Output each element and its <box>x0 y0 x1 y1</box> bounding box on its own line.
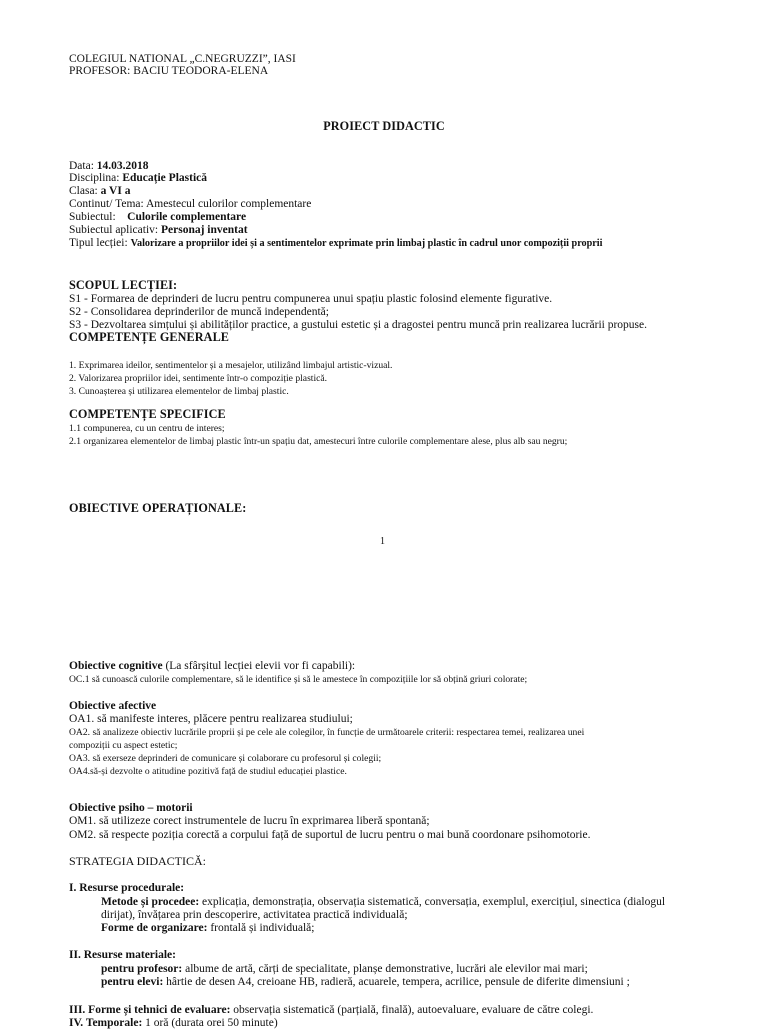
specific-competence-item: 2.1 organizarea elementelor de limbaj plastic într-un spațiu dat, amestecuri între culorile complementare alese, plus alb sau negru; <box>69 436 568 447</box>
evaluation-line: III. Forme și tehnici de evaluare: observația sistematică (parțială, finală), autoevaluare, evaluare de către colegi. <box>69 1004 594 1016</box>
teacher-name: PROFESOR: BACIU TEODORA-ELENA <box>69 65 269 77</box>
material-resources-heading: II. Resurse materiale: <box>69 949 176 961</box>
info-applied-subject: Subiectul aplicativ: Personaj inventat <box>69 224 248 236</box>
document-title: PROIECT DIDACTIC <box>323 119 445 133</box>
affective-objectives-heading: Obiective afective <box>69 700 157 712</box>
section-title-general-competences: COMPETENȚE GENERALE <box>69 330 230 344</box>
affective-objective-item: OA4.să-și dezvolte o atitudine pozitivă față de studiul educației plastice. <box>69 766 347 777</box>
general-competence-item: 1. Exprimarea ideilor, sentimentelor și a mesajelor, utilizând limbajul artistic-vizual. <box>69 360 393 371</box>
psychomotor-objective-item: OM2. să respecte poziția corectă a corpului față de suportul de lucru pentru o mai bună coordonare psihomotorie. <box>69 829 591 841</box>
scope-item: S2 - Consolidarea deprinderilor de muncă independentă; <box>69 306 329 318</box>
info-discipline: Disciplina: Educație Plastică <box>69 172 207 184</box>
info-date: Data: 14.03.2018 <box>69 160 149 172</box>
psychomotor-objectives-heading: Obiective psiho – motorii <box>69 802 193 814</box>
page-number: 1 <box>380 536 385 547</box>
info-lesson-type: Tipul lecției: Valorizare a propriilor idei și a sentimentelor exprimate prin limbaj plastic în cadrul unor compoziții proprii <box>69 237 603 249</box>
info-theme: Continut/ Tema: Amestecul culorilor complementare <box>69 198 312 210</box>
time-line: IV. Temporale: 1 oră (durata orei 50 minute) <box>69 1017 278 1029</box>
info-class: Clasa: a VI a <box>69 185 131 197</box>
affective-objective-item: OA3. să exerseze deprinderi de comunicare și colaborare cu profesorul și colegii; <box>69 753 382 764</box>
section-title-scope: SCOPUL LECȚIEI: <box>69 278 178 292</box>
teacher-materials-line: pentru profesor: albume de artă, cărți de specialitate, planșe demonstrative, lucrări ale elevilor mai mari; <box>101 963 588 975</box>
student-materials-line: pentru elevi: hârtie de desen A4, creioane HB, radieră, acuarele, tempera, acrilice, pensule de diferite dimensiuni ; <box>101 976 630 988</box>
affective-objective-item: OA1. să manifeste interes, plăcere pentru realizarea studiului; <box>69 713 353 725</box>
general-competence-item: 2. Valorizarea propriilor idei, sentimente într-o compoziție plastică. <box>69 373 328 384</box>
section-title-specific-competences: COMPETENȚE SPECIFICE <box>69 407 226 421</box>
scope-item: S3 - Dezvoltarea simțului și abilităților practice, a gustului estetic și a dragostei pentru muncă prin realizarea lucrării propuse. <box>69 319 647 331</box>
school-name: COLEGIUL NATIONAL „C.NEGRUZZI”, IASI <box>69 53 296 65</box>
methods-line-cont: dirijat), învățarea prin descoperire, activitatea practică individuală; <box>101 909 408 921</box>
section-title-operational-objectives: OBIECTIVE OPERAȚIONALE: <box>69 501 247 515</box>
cognitive-objectives-heading: Obiective cognitive (La sfârșitul lecției elevii vor fi capabili): <box>69 660 356 672</box>
psychomotor-objective-item: OM1. să utilizeze corect instrumentele de lucru în exprimarea liberă spontană; <box>69 815 430 827</box>
cognitive-objective-item: OC.1 să cunoască culorile complementare, să le identifice și să le amestece în compozițiile lor să obțină griuri colorate; <box>69 674 528 685</box>
specific-competence-item: 1.1 compunerea, cu un centru de interes; <box>69 423 225 434</box>
general-competence-item: 3. Cunoașterea și utilizarea elementelor de limbaj plastic. <box>69 386 289 397</box>
organization-forms-line: Forme de organizare: frontală și individuală; <box>101 922 315 934</box>
section-title-strategy: STRATEGIA DIDACTICĂ: <box>69 854 206 868</box>
affective-objective-item: compoziții cu aspect estetic; <box>69 740 178 751</box>
scope-item: S1 - Formarea de deprinderi de lucru pentru compunerea unui spațiu plastic folosind elemente figurative. <box>69 293 553 305</box>
methods-line: Metode și procedee: explicația, demonstrația, observația sistematică, conversația, exemplul, exercițiul, sinectica (dialogul <box>101 896 666 908</box>
affective-objective-item: OA2. să analizeze obiectiv lucrările proprii și pe cele ale colegilor, în funcție de următoarele criterii: respectarea temei, realizarea unei <box>69 727 585 738</box>
procedural-resources-heading: I. Resurse procedurale: <box>69 882 185 894</box>
info-subject: Subiectul: Culorile complementare <box>69 211 247 223</box>
